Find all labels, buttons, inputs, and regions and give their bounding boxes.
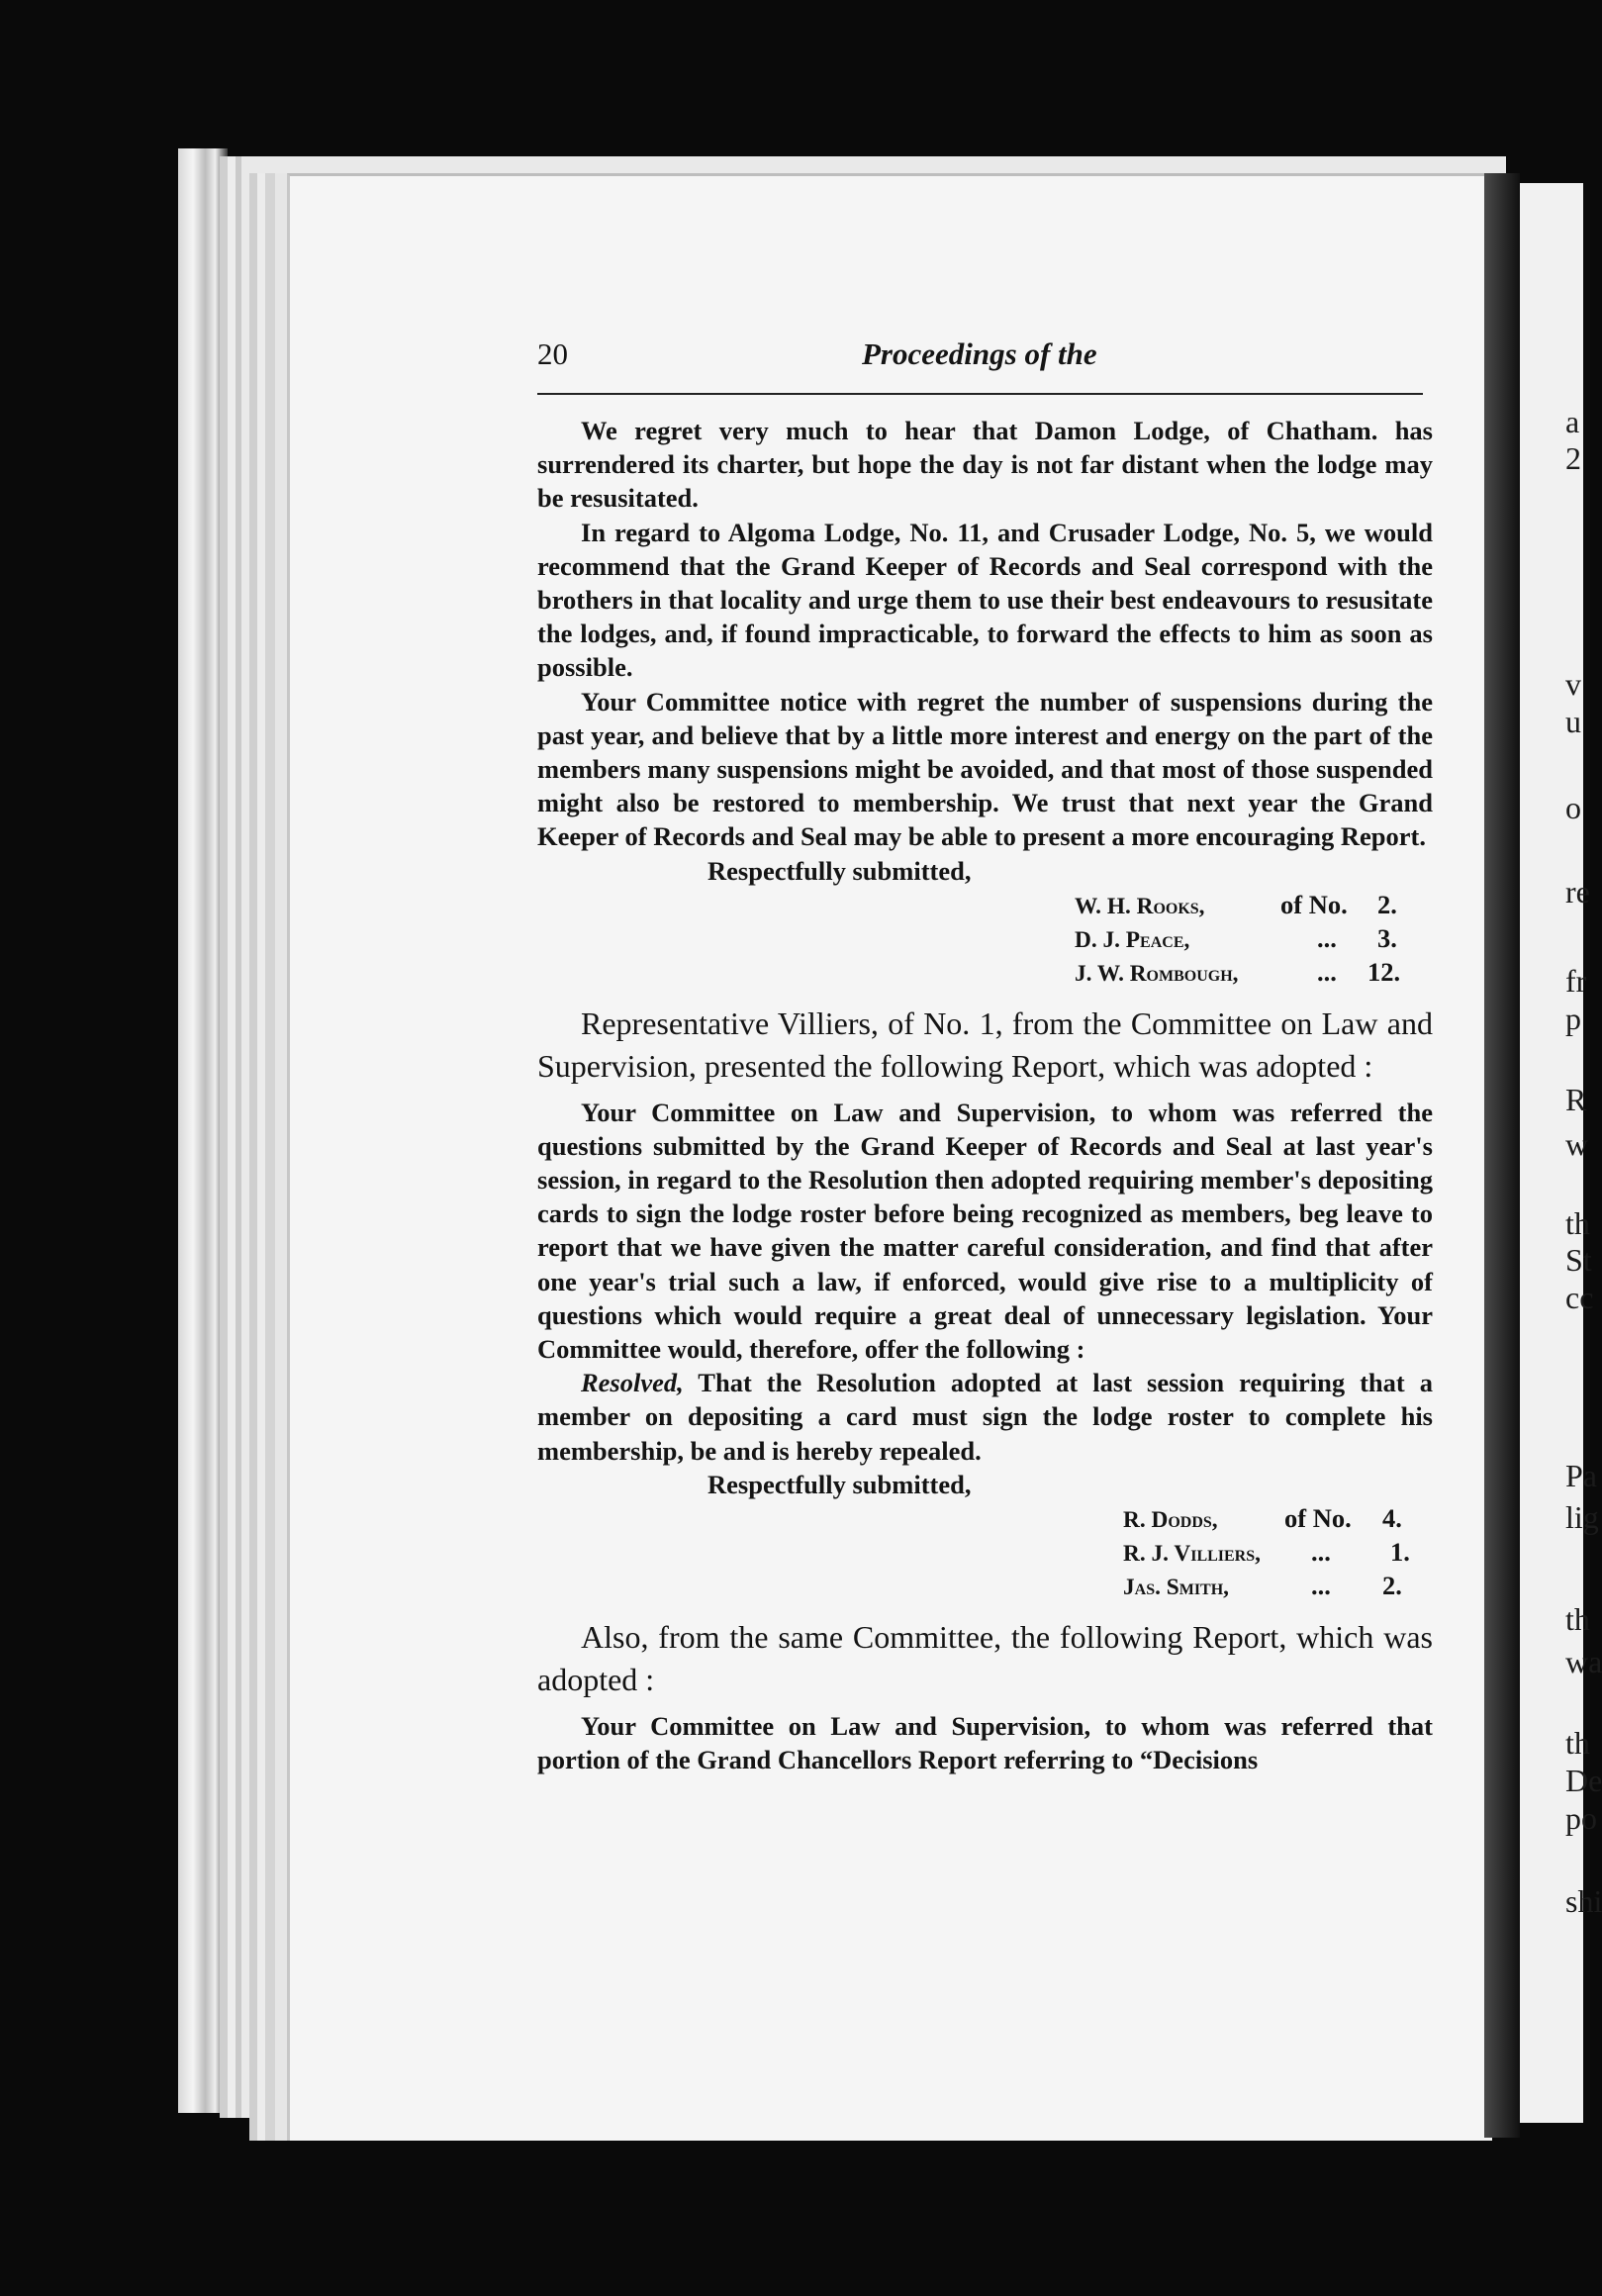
facing-fragment: v [1565, 666, 1581, 702]
signatory-lodge-number: 12. [1367, 956, 1401, 987]
facing-fragment: th [1565, 1601, 1590, 1637]
body-text [537, 414, 1433, 1776]
report-introduction: Representative Villiers, of No. 1, from the Committee on Law and Supervision, presented the following Report, which was adopted : [537, 1004, 1433, 1084]
gutter-shadow [1484, 173, 1520, 2138]
resolution [537, 1366, 1433, 1468]
facing-fragment: th [1565, 1205, 1590, 1241]
facing-fragment: th [1565, 1725, 1590, 1761]
facing-fragment: 2 [1565, 440, 1581, 476]
signatory-of-no: of No. [1280, 889, 1348, 919]
facing-fragment: o [1565, 790, 1581, 825]
signatory-of-no: ... [1311, 1536, 1331, 1567]
page-header [537, 336, 1423, 396]
running-title: Proceedings of the [862, 336, 1097, 371]
signatory-lodge-number: 2. [1377, 889, 1397, 919]
facing-fragment: lig [1565, 1499, 1599, 1535]
facing-fragment: re [1565, 874, 1590, 909]
facing-fragment: St [1565, 1242, 1592, 1278]
facing-fragment: Pa [1565, 1458, 1597, 1493]
facing-fragment: shi [1565, 1883, 1602, 1919]
paragraph: Your Committee on Law and Supervision, to whom was referred that portion of the Grand Chancellors Report referring to “Decisions [537, 1710, 1433, 1775]
page-number: 20 [537, 336, 568, 371]
facing-fragment: cc [1565, 1280, 1594, 1315]
signatory-lodge-number: 4. [1382, 1502, 1402, 1533]
facing-fragment: u [1565, 704, 1581, 739]
facing-page [1520, 183, 1602, 2123]
signatory-of-no: ... [1311, 1570, 1331, 1600]
facing-fragment: a [1565, 404, 1580, 439]
paragraph: We regret very much to hear that Damon Lodge, of Chatham. has surrendered its charter, but hope the day is not far distant when the lodge may be resusitated. [537, 416, 1433, 514]
header-rule [537, 393, 1423, 395]
submitted-line: Respectfully submitted, [707, 855, 972, 886]
facing-fragment: p [1565, 1001, 1581, 1036]
facing-fragment: R [1565, 1082, 1587, 1117]
facing-fragment: fr [1565, 963, 1587, 999]
submitted-line: Respectfully submitted, [707, 1469, 972, 1499]
signatory-name: R. Dodds, [1123, 1506, 1218, 1533]
resolution-text: That the Resolution adopted at last session requiring that a member on depositing a card must sign the lodge roster to complete his membership, be and is hereby repealed. [537, 1368, 1433, 1466]
signatory-of-no: ... [1317, 956, 1337, 987]
signatory-name: R. J. Villiers, [1123, 1540, 1261, 1567]
paragraph: Your Committee notice with regret the number of suspensions during the past year, and believe that by a little more interest and energy on the part of the members many suspensions might be avoided, and that most of those suspended might also be restored to membership. We trust that next year the Grand Keeper of Records and Seal may be able to present a more encouraging Report. [537, 686, 1433, 852]
facing-fragment: De [1565, 1763, 1602, 1798]
report-introduction: Also, from the same Committee, the following Report, which was adopted : [537, 1618, 1433, 1697]
signatory-lodge-number: 3. [1377, 922, 1397, 953]
signatory-of-no: of No. [1284, 1502, 1352, 1533]
paragraph: In regard to Algoma Lodge, No. 11, and Crusader Lodge, No. 5, we would recommend that the Grand Keeper of Records and Seal correspond with the brothers in that locality and urge them to use their best endeavours to resusitate the lodges, and, if found impracticable, to forward the effects to him as soon as possible. [537, 517, 1433, 683]
facing-fragment: po [1565, 1800, 1597, 1836]
signature-block [537, 1501, 1433, 1604]
signature-block [537, 888, 1433, 991]
signatory-name: Jas. Smith, [1123, 1574, 1230, 1600]
facing-fragment: wa [1565, 1644, 1602, 1679]
resolved-word: Resolved, [581, 1368, 684, 1398]
signatory-lodge-number: 2. [1382, 1570, 1402, 1600]
signatory-name: J. W. Rombough, [1075, 960, 1239, 987]
signatory-of-no: ... [1317, 922, 1337, 953]
facing-fragment: w [1565, 1126, 1589, 1162]
signatory-name: W. H. Rooks, [1075, 893, 1205, 919]
signatory-name: D. J. Peace, [1075, 926, 1190, 953]
paragraph: Your Committee on Law and Supervision, to whom was referred the questions submitted by the Grand Keeper of Records and Seal at last year's session, in regard to the Resolution then adopted requiring member's depositing cards to sign the lodge roster before being recognized as members, beg leave to report that we have given the matter careful consideration, and find that after one year's trial such a law, if enforced, would give rise to a multiplicity of questions which would require a great deal of unnecessary legislation. Your Committee would, therefore, offer the following : [537, 1097, 1433, 1365]
signatory-lodge-number: 1. [1390, 1536, 1410, 1567]
